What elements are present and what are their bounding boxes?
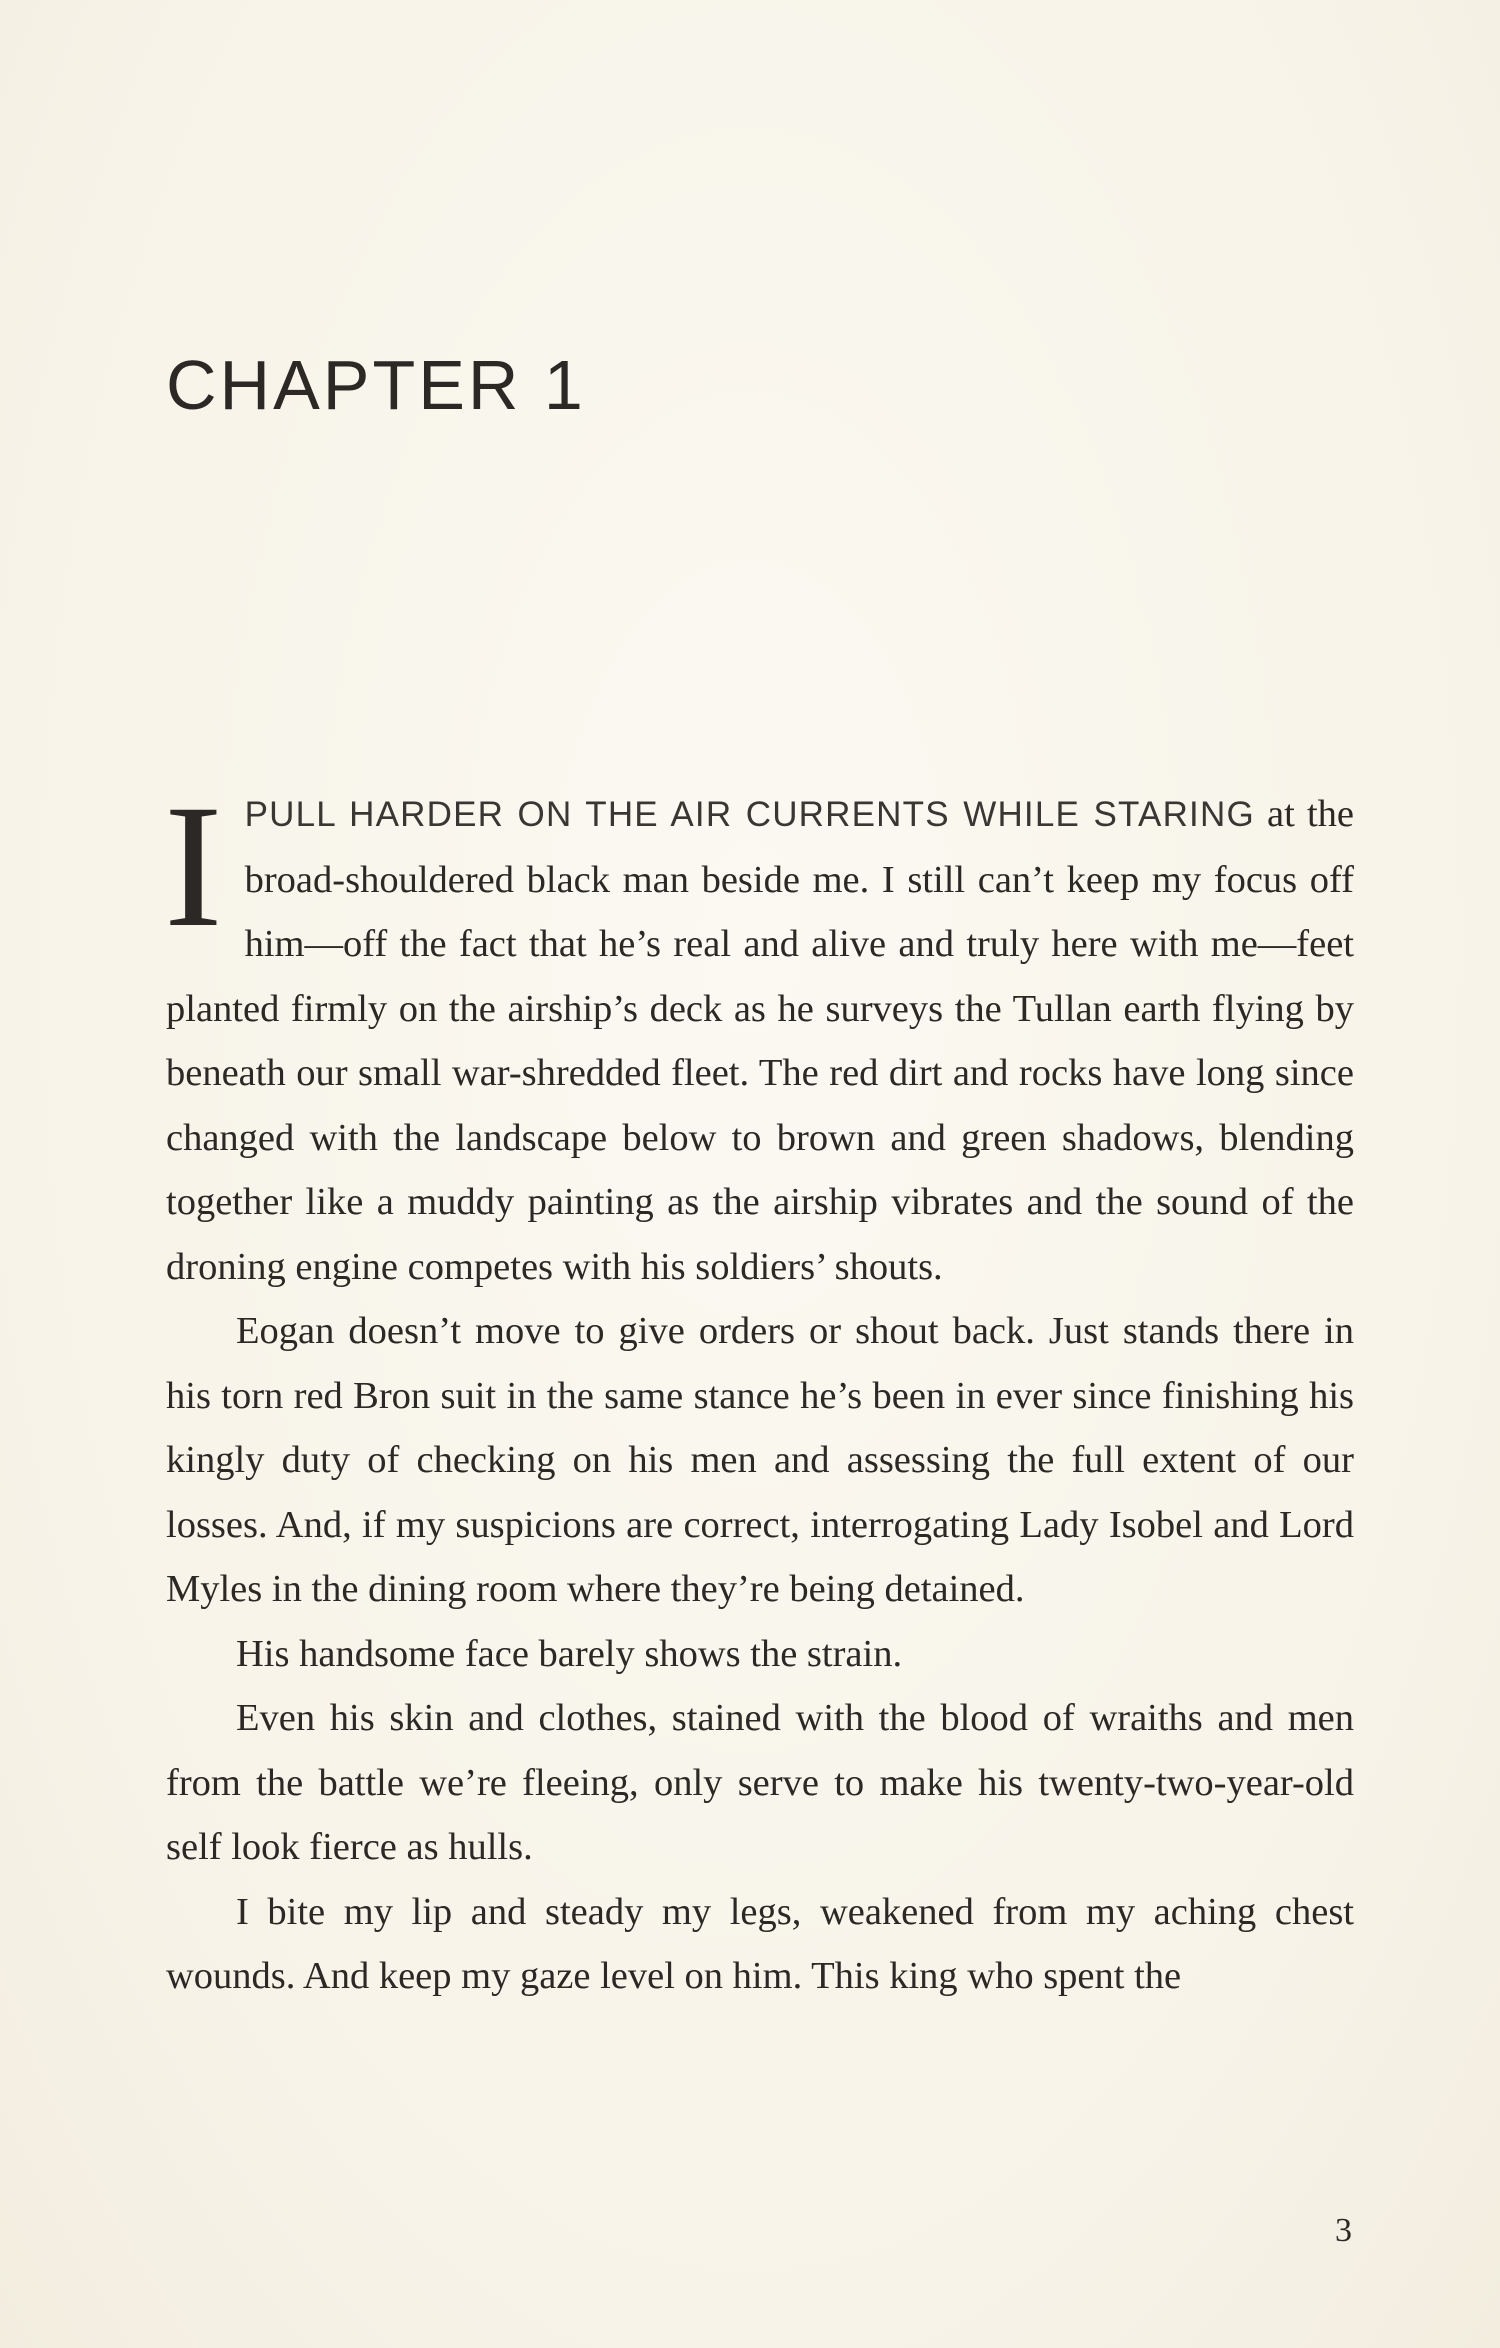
drop-cap: I (164, 769, 223, 964)
paragraph-1-text: at the broad-shouldered black man beside me. I still can’t keep my focus off him—off the fact that he’s real and alive and truly here with me—feet planted firmly on the airship’s deck as he surveys the Tullan earth flying by beneath our small war-shredded fleet. The red dirt and rocks have long since changed with the landscape below to brown and green shadows, blending together like a muddy painting as the airship vibrates and the sound of the droning engine competes with his soldiers’ shouts. (166, 793, 1354, 1288)
paragraph-5-text: I bite my lip and steady my legs, weakened from my aching chest wounds. And keep my gaze level on him. This king who spent the (166, 1890, 1354, 1997)
paragraph-3-text: His handsome face barely shows the strain. (236, 1632, 903, 1675)
chapter-body (164, 769, 1354, 2009)
page-number: 3 (1335, 2212, 1352, 2249)
paragraph-4-text: Even his skin and clothes, stained with the blood of wraiths and men from the battle we’re fleeing, only serve to make his twenty-two-year-old self look fierce as hulls. (166, 1697, 1354, 1868)
opening-smallcaps: PULL HARDER ON THE AIR CURRENTS WHILE STARING (244, 795, 1255, 834)
paragraph-3 (166, 1622, 1354, 1687)
paragraph-5 (166, 1880, 1354, 2009)
chapter-title: CHAPTER 1 (166, 346, 586, 424)
paragraph-4 (166, 1686, 1354, 1880)
paragraph-1 (164, 769, 1354, 1299)
paragraph-2 (166, 1299, 1354, 1622)
paragraph-2-text: Eogan doesn’t move to give orders or shout back. Just stands there in his torn red Bron suit in the same stance he’s been in ever since finishing his kingly duty of checking on his men and assessing the full extent of our losses. And, if my suspicions are correct, interrogating Lady Isobel and Lord Myles in the dining room where they’re being detained. (166, 1310, 1354, 1610)
